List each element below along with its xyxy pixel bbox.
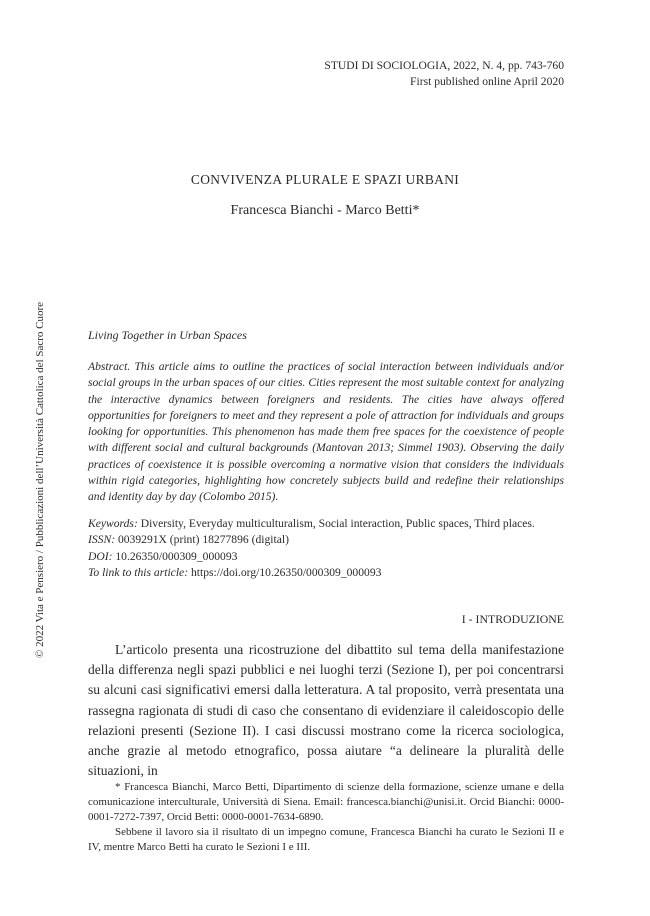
keywords-label: Keywords: xyxy=(88,517,138,530)
copyright-text: © 2022 Vita e Pensiero / Pubblicazioni dell’Università Cattolica del Sacro Cuore xyxy=(34,301,46,659)
doi-label: DOI: xyxy=(88,549,113,563)
doi-value: 10.26350/000309_000093 xyxy=(112,549,238,563)
section-heading: I - INTRODUZIONE xyxy=(461,612,564,626)
keywords-line xyxy=(88,516,568,532)
issn-line xyxy=(88,532,568,548)
publication-date: First published online April 2020 xyxy=(410,75,564,88)
keywords-value: Diversity, Everyday multiculturalism, Social interaction, Public spaces, Third places. xyxy=(137,517,535,530)
article-link[interactable]: https://doi.org/10.26350/000309_000093 xyxy=(188,565,382,579)
footnote-contributions: Sebbene il lavoro sia il risultato di un impegno comune, Francesca Bianchi ha curato le Sezioni II e IV, mentre Marco Betti ha curato le Sezioni I e III. xyxy=(88,826,564,853)
abstract: Abstract. This article aims to outline the practices of social interaction between individuals and/or social groups in the urban spaces of our cities. Cities represent the most suitable context for analyzing the interactive dynamics between foreigners and residents. The cities have always offered opportunities for foreigners to meet and they represent a pole of attraction for individuals and groups looking for opportunities. This phenomenon has made them free spaces for the coexistence of people with different social and cultural backgrounds (Mantovan 2013; Simmel 1903). Observing the daily practices of coexistence it is possible overcoming a normative vision that considers the individuals within rigid categories, highlighting how concretely subjects build and redefine their relationships and identity day by day (Colombo 2015). xyxy=(88,360,564,504)
issn-label: ISSN: xyxy=(88,533,116,547)
link-label: To link to this article: xyxy=(88,565,189,579)
doi-line xyxy=(88,549,568,565)
journal-citation: STUDI DI SOCIOLOGIA, 2022, N. 4, pp. 743-760 xyxy=(324,59,564,72)
link-line xyxy=(88,565,568,581)
issn-value: 0039291X (print) 18277896 (digital) xyxy=(115,533,289,547)
body-paragraph: L’articolo presenta una ricostruzione del dibattito sul tema della manifestazione della differenza negli spazi pubblici e nei luoghi terzi (Sezione I), per poi concentrarsi su alcuni casi significativi emersi dalla letteratura. A tal proposito, verrà presentata una rassegna ragionata di studi di caso che consentano di evidenziare il caleidoscopio delle relazioni presenti (Sezione II). I casi discussi mostrano come la ricerca sociologica, anche grazie al metodo etnografico, possa aiutare “a delineare la pluralità delle situazioni, in xyxy=(88,642,564,779)
journal-header xyxy=(324,58,564,90)
footnote-author-affiliation: * Francesca Bianchi, Marco Betti, Dipartimento di scienze della formazione, scienze umane e della comunicazione interculturale, Università di Siena. Email: francesca.bianchi@unisi.it. Orcid Bianchi: 0000-0001-7272-7397, Orcid Betti: 0000-0001-7634-6890. xyxy=(88,781,564,823)
article-metadata xyxy=(88,516,568,581)
article-authors: Francesca Bianchi - Marco Betti* xyxy=(230,203,420,218)
english-title: Living Together in Urban Spaces xyxy=(88,328,247,342)
article-title: CONVIVENZA PLURALE E SPAZI URBANI xyxy=(190,172,460,187)
footnotes xyxy=(88,780,564,855)
